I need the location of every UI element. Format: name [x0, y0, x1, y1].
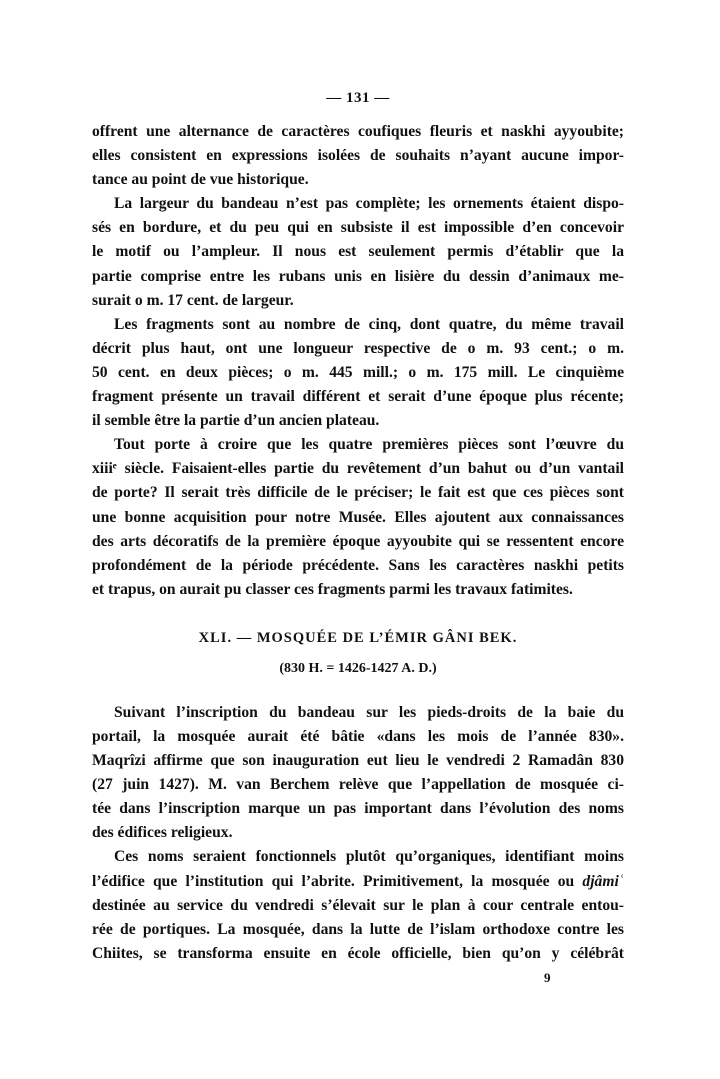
italic-term: djâmiʿ [582, 872, 624, 890]
paragraph-dating [92, 433, 624, 602]
text-line: et trapus, on aurait pu classer ces fragments parmi les travaux fatimites. [92, 580, 573, 598]
document-page [92, 88, 624, 966]
text-line: offrent une alternance de caractères coufiques fleuris et naskhi ayyoubite; [92, 123, 624, 140]
text-line: Les fragments sont au nombre de cinq, dont quatre, du même travail [114, 315, 624, 333]
text-line: elles consistent en expressions isolées de souhaits n’ayant aucune impor- [92, 147, 624, 165]
signature-mark: 9 [544, 970, 551, 985]
paragraph-mosque-names [92, 845, 624, 965]
text-line: destinée au service du vendredi s’élevait sur le plan à cour centrale entou- [92, 896, 624, 914]
text-line: 50 cent. en deux pièces; o m. 445 mill.; o m. 175 mill. Le cinquième [92, 363, 624, 381]
text-line: rée de portiques. La mosquée, dans la lutte de l’islam orthodoxe contre les [92, 920, 624, 938]
text-line: le motif ou l’ampleur. Il nous est seulement permis d’établir que la [92, 243, 624, 261]
page-number: — 131 — [326, 90, 390, 106]
text-fragment: l’édifice que l’institution qui l’abrite. Primitivement, la mosquée ou [92, 872, 583, 890]
text-line: une bonne acquisition pour notre Musée. Elles ajoutent aux connaissances [92, 508, 624, 526]
paragraph-ornament-description [92, 120, 624, 192]
text-line: Maqrîzi affirme que son inauguration eut lieu le vendredi 2 Ramadân 830 [92, 752, 624, 770]
text-line: Suivant l’inscription du bandeau sur les pieds-droits de la baie du [114, 703, 624, 721]
paragraph-fragments [92, 313, 624, 433]
text-line: décrit plus haut, ont une longueur respective de o m. 93 cent.; o m. [92, 339, 624, 357]
text-line: de porte? Il serait très difficile de le préciser; le fait est que ces pièces sont [92, 484, 624, 502]
text-line: tance au point de vue historique. [92, 171, 309, 189]
text-line: Ces noms seraient fonctionnels plutôt qu’organiques, identifiant moins [114, 848, 624, 866]
text-line: profondément de la période précédente. Sans les caractères naskhi petits [92, 556, 624, 574]
text-line: partie comprise entre les rubans unis en lisière du dessin d’animaux me- [92, 267, 624, 285]
text-line: il semble être la partie d’un ancien plateau. [92, 412, 380, 430]
text-line: fragment présente un travail différent et serait d’une époque plus récente; [92, 388, 624, 406]
text-line: des édifices religieux. [92, 824, 233, 842]
text-line: portail, la mosquée aurait été bâtie «dans les mois de l’année 830». [92, 727, 624, 745]
text-line: tée dans l’inscription marque un pas important dans l’évolution des noms [92, 800, 624, 818]
paragraph-band-width [92, 192, 624, 312]
text-line: xiiiᵉ siècle. Faisaient-elles partie du revêtement d’un bahut ou d’un vantail [92, 460, 624, 478]
text-line: des arts décoratifs de la première époque ayyoubite qui se ressentent encore [92, 532, 624, 550]
paragraph-inscription [92, 701, 624, 846]
text-line: Chiites, se transforma ensuite en école officielle, bien qu’on y célébrât [92, 944, 624, 962]
text-line: Tout porte à croire que les quatre premières pièces sont l’œuvre du [114, 436, 624, 454]
text-line-with-term [92, 870, 624, 894]
section-date: (830 H. = 1426-1427 A. D.) [279, 660, 437, 676]
text-line: surait o m. 17 cent. de largeur. [92, 291, 294, 309]
text-line: La largeur du bandeau n’est pas complète; les ornements étaient dispo- [114, 195, 624, 213]
text-line: (27 juin 1427). M. van Berchem relève que l’appellation de mosquée ci- [92, 776, 624, 794]
section-heading: XLI. — MOSQUÉE DE L’ÉMIR GÂNI BEK. [198, 629, 518, 646]
text-line: sés en bordure, et du peu qui en subsiste il est impossible d’en concevoir [92, 219, 624, 237]
